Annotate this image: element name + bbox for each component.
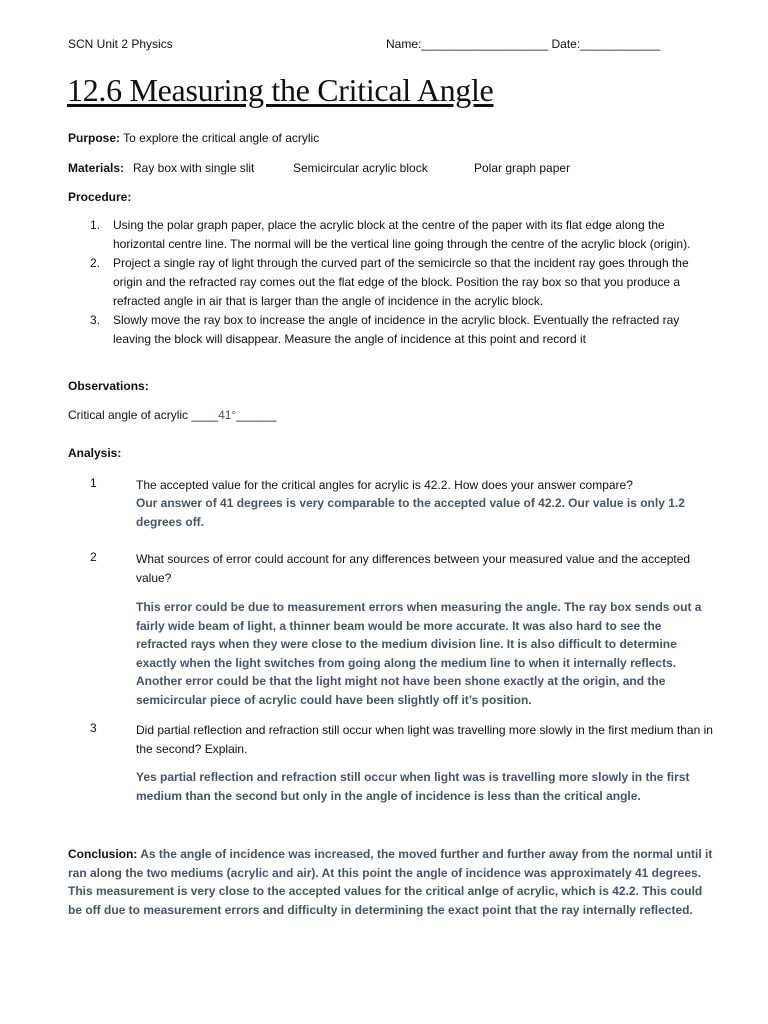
procedure-step [68,216,708,254]
answer-text: Our answer of 41 degrees is very comparable to the accepted value of 42.2. Our value is only 1.2 degrees off. [136,496,685,529]
conclusion-text: As the angle of incidence was increased, the moved further and further away from the normal until it ran along the two mediums (acrylic and air). At this point the angle of incidence was approximately 41 degrees. This measurement is very close to the accepted values for the critical anlge of acrylic, which is 42.2. This could be off due to measurement errors and difficulty in determining the exact point that the ray internally reflected. [68,847,713,917]
observations-label: Observations: [68,379,149,393]
materials-label: Materials: [68,161,125,175]
conclusion-paragraph [68,845,713,919]
critical-angle-label: Critical angle of acrylic ____ [68,408,219,422]
purpose-line [68,131,319,145]
purpose-text: To explore the critical angle of acrylic [120,131,320,145]
critical-angle-value: 41° [218,408,237,422]
question-text: What sources of error could account for any differences between your measured value and the accepted value? [136,552,691,585]
question-text: The accepted value for the critical angles for acrylic is 42.2. How does your answer compare? [136,478,633,492]
question-number: 3 [90,721,97,735]
procedure-label: Procedure: [68,190,132,204]
question-number: 2 [90,550,97,564]
page-title: 12.6 Measuring the Critical Angle [67,72,494,108]
critical-angle-line [68,408,276,422]
answer-text: This error could be due to measurement errors when measuring the angle. The ray box sends out a fairly wide beam of light, a thinner beam would be more accurate. It was also hard to see the refracted rays when they were close to the medium division line. It is also difficult to determine exactly when the light switches from going along the medium line to when it internally reflects. Another error could be that the light might not have been shone exactly at the origin, and the semicircular piece of acrylic could have been slightly off it’s position. [136,600,702,707]
step-text: Project a single ray of light through the curved part of the semicircle so that the incident ray goes through the origin and the refracted ray comes out the flat edge of the block. Position the ray box so that you produce a refracted angle in air that is larger than the angle of incidence in the acrylic block. [113,256,689,308]
step-text: Slowly move the ray box to increase the angle of incidence in the acrylic block. Eventually the refracted ray leaving the block will disappear. Measure the angle of incidence at this point and record it [113,313,680,346]
question-number: 1 [90,476,97,490]
step-number: 2. [90,256,101,270]
material-item: Ray box with single slit [133,161,255,175]
course-header: SCN Unit 2 Physics [68,37,173,51]
step-number: 1. [90,218,101,232]
question-text: Did partial reflection and refraction still occur when light was travelling more slowly in the first medium than in the second? Explain. [136,723,713,756]
procedure-list [68,216,708,349]
procedure-step [68,311,708,349]
analysis-label: Analysis: [68,446,122,460]
material-item: Polar graph paper [474,161,571,175]
name-date-fields: Name:___________________ Date:____________ [386,37,661,51]
answer-text: Yes partial reflection and refraction still occur when light was is travelling more slowly in the first medium than the second but only in the angle of incidence is less than the critical angle. [136,770,690,803]
critical-angle-blank: ______ [236,408,277,422]
purpose-label: Purpose: [68,131,121,145]
conclusion-label: Conclusion: [68,847,138,861]
procedure-step [68,254,708,311]
step-number: 3. [90,313,101,327]
material-item: Semicircular acrylic block [293,161,428,175]
step-text: Using the polar graph paper, place the acrylic block at the centre of the paper with its flat edge along the horizontal centre line. The normal will be the vertical line going through the centre of the acrylic block (origin). [113,218,691,251]
